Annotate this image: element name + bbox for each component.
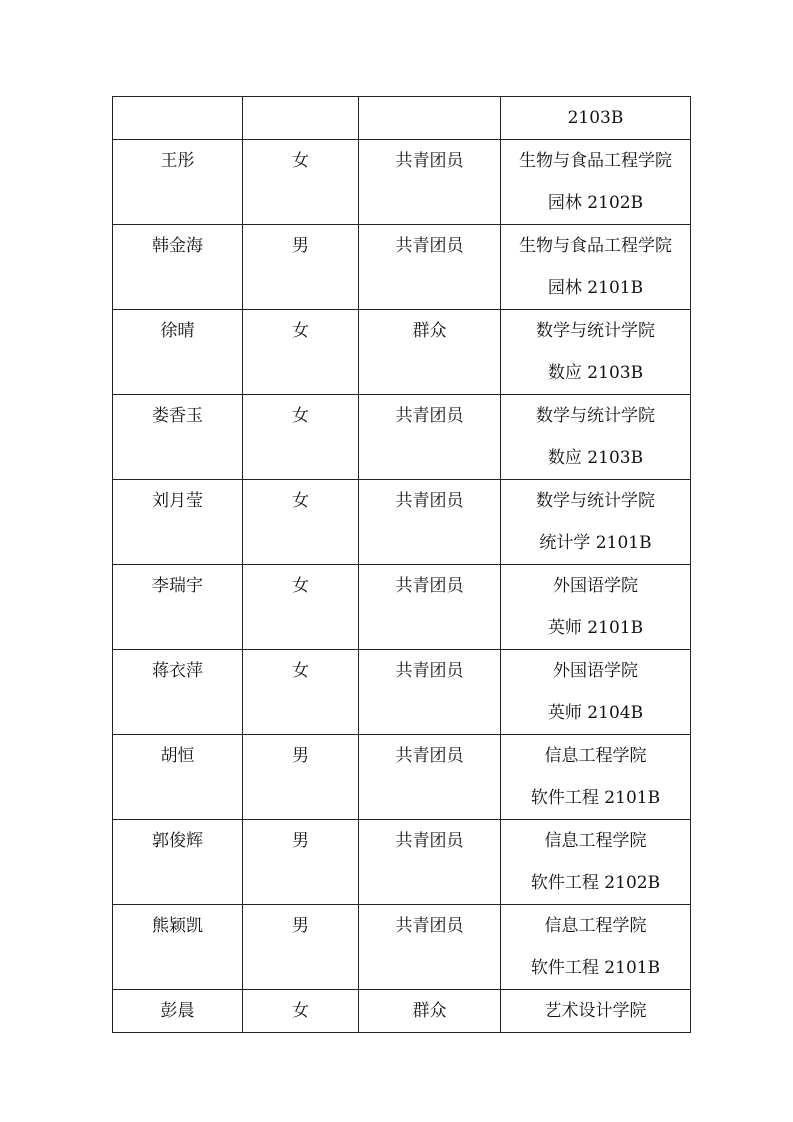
name-cell: 熊颖凯 <box>113 905 243 990</box>
political-status-cell: 群众 <box>359 990 501 1033</box>
gender-cell <box>243 97 359 140</box>
college-line: 外国语学院 <box>553 661 638 681</box>
political-status-cell <box>359 97 501 140</box>
class-line: 园林 2101B <box>547 278 644 298</box>
table-row <box>113 480 691 565</box>
political-status-cell: 共青团员 <box>359 820 501 905</box>
college-line: 外国语学院 <box>553 576 638 596</box>
roster-body <box>113 97 691 1033</box>
table-row <box>113 395 691 480</box>
political-status-cell: 共青团员 <box>359 650 501 735</box>
table-row <box>113 735 691 820</box>
gender-cell: 女 <box>243 480 359 565</box>
table-row <box>113 565 691 650</box>
political-status-cell: 共青团员 <box>359 140 501 225</box>
class-line: 英师 2101B <box>547 618 644 638</box>
gender-cell: 女 <box>243 140 359 225</box>
name-cell: 刘月莹 <box>113 480 243 565</box>
department-cell <box>501 480 691 565</box>
political-status-cell: 共青团员 <box>359 480 501 565</box>
political-status-cell: 共青团员 <box>359 225 501 310</box>
political-status-cell: 共青团员 <box>359 395 501 480</box>
college-line: 数学与统计学院 <box>536 406 655 426</box>
name-cell: 徐晴 <box>113 310 243 395</box>
department-cell <box>501 905 691 990</box>
table-row-continued <box>113 97 691 140</box>
name-cell: 彭晨 <box>113 990 243 1033</box>
class-line: 园林 2102B <box>547 193 644 213</box>
political-status-cell: 共青团员 <box>359 735 501 820</box>
class-line: 统计学 2101B <box>539 533 652 553</box>
college-line: 艺术设计学院 <box>544 1001 647 1021</box>
college-line: 生物与食品工程学院 <box>519 151 672 171</box>
gender-cell: 女 <box>243 310 359 395</box>
political-status-cell: 共青团员 <box>359 565 501 650</box>
college-line: 数学与统计学院 <box>536 491 655 511</box>
department-cell <box>501 225 691 310</box>
department-cell <box>501 990 691 1033</box>
gender-cell: 女 <box>243 650 359 735</box>
gender-cell: 男 <box>243 735 359 820</box>
table-row <box>113 905 691 990</box>
class-line: 软件工程 2102B <box>530 873 661 893</box>
class-line: 软件工程 2101B <box>530 788 661 808</box>
class-line: 数应 2103B <box>547 363 644 383</box>
gender-cell: 男 <box>243 820 359 905</box>
department-cell <box>501 97 691 140</box>
political-status-cell: 群众 <box>359 310 501 395</box>
department-cell <box>501 565 691 650</box>
gender-cell: 女 <box>243 565 359 650</box>
department-cell <box>501 650 691 735</box>
class-line: 2103B <box>567 108 624 128</box>
college-line: 信息工程学院 <box>544 831 647 851</box>
class-line: 软件工程 2101B <box>530 958 661 978</box>
college-line: 信息工程学院 <box>544 746 647 766</box>
gender-cell: 男 <box>243 905 359 990</box>
table-row <box>113 225 691 310</box>
table-row <box>113 310 691 395</box>
college-line: 数学与统计学院 <box>536 321 655 341</box>
name-cell: 胡恒 <box>113 735 243 820</box>
department-cell <box>501 820 691 905</box>
department-cell <box>501 735 691 820</box>
name-cell: 李瑞宇 <box>113 565 243 650</box>
class-line: 英师 2104B <box>547 703 644 723</box>
name-cell: 娄香玉 <box>113 395 243 480</box>
gender-cell: 男 <box>243 225 359 310</box>
department-cell <box>501 310 691 395</box>
gender-cell: 女 <box>243 395 359 480</box>
class-line: 数应 2103B <box>547 448 644 468</box>
political-status-cell: 共青团员 <box>359 905 501 990</box>
name-cell: 王彤 <box>113 140 243 225</box>
table-row <box>113 650 691 735</box>
name-cell <box>113 97 243 140</box>
gender-cell: 女 <box>243 990 359 1033</box>
name-cell: 郭俊辉 <box>113 820 243 905</box>
college-line: 信息工程学院 <box>544 916 647 936</box>
table-row <box>113 140 691 225</box>
college-line: 生物与食品工程学院 <box>519 236 672 256</box>
table-row <box>113 990 691 1033</box>
name-cell: 韩金海 <box>113 225 243 310</box>
name-cell: 蒋衣萍 <box>113 650 243 735</box>
student-roster-table <box>112 96 691 1033</box>
department-cell <box>501 140 691 225</box>
table-row <box>113 820 691 905</box>
department-cell <box>501 395 691 480</box>
